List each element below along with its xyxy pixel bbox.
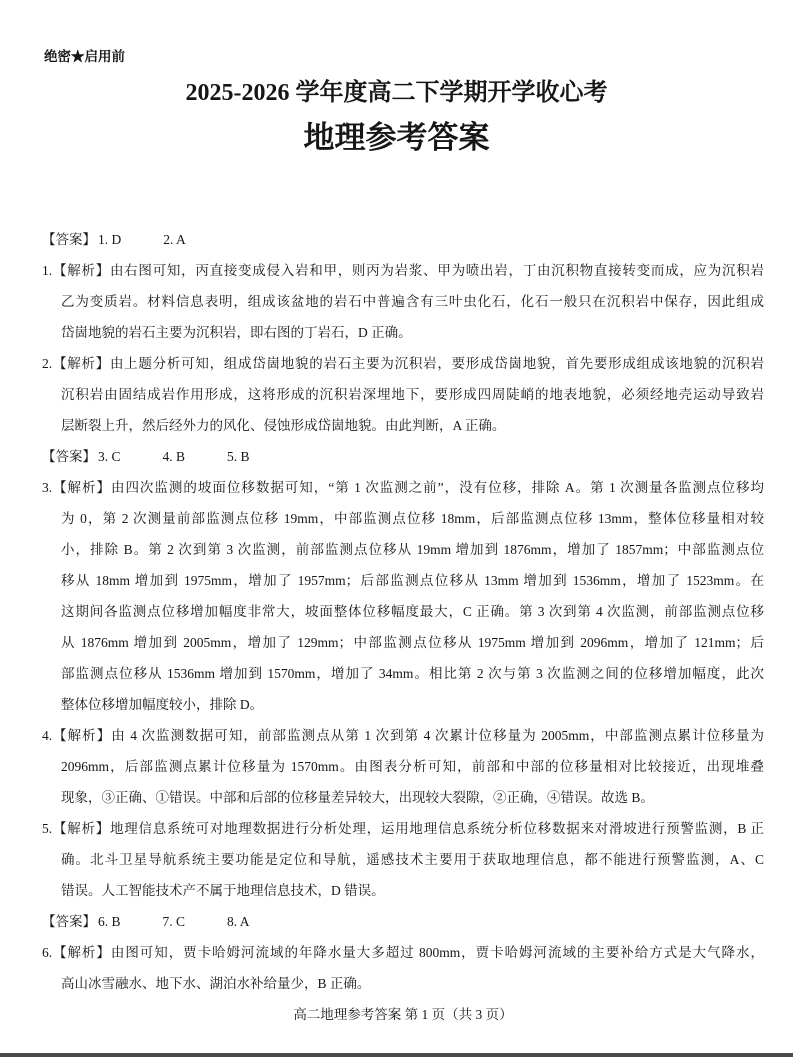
explanation-line: 沉积岩由固结成岩作用形成，这将形成的沉积岩深埋地下，要形成四周陡峭的地表地貌，必须经地壳运动导致岩 — [61, 387, 764, 402]
explanation-line: 小，排除 B。第 2 次到第 3 次监测，前部监测点位移从 19mm 增加到 1876mm，增加了 1857mm；中部监测点位 — [61, 542, 764, 557]
explanation-line: 这期间各监测点位移增加幅度非常大，坡面整体位移幅度最大，C 正确。第 3 次到第 4 次监测，前部监测点位移 — [61, 604, 764, 619]
answer-key-item: 6. B — [98, 914, 121, 929]
answer-key-row — [42, 906, 764, 937]
explanation-paragraph — [42, 720, 764, 813]
answer-key-row — [42, 224, 764, 255]
answer-key-item: 1. D — [98, 232, 122, 247]
explanation-paragraph — [42, 472, 764, 720]
explanation-line: 确。北斗卫星导航系统主要功能是定位和导航，遥感技术主要用于获取地理信息，都不能进行预警监测，A、C — [61, 852, 764, 867]
exam-title: 2025-2026 学年度高二下学期开学收心考 — [185, 80, 608, 106]
answer-key-label: 【答案】 — [42, 449, 96, 464]
answer-key-item: 5. B — [227, 449, 250, 464]
answer-key-item: 4. B — [162, 449, 186, 464]
explanation-line: 移从 18mm 增加到 1975mm，增加了 1957mm；后部监测点位移从 13mm 增加到 1536mm，增加了 1523mm。在 — [61, 573, 764, 588]
question-number: 4. — [42, 728, 53, 743]
explanation-line: 现象，③正确、①错误。中部和后部的位移量差异较大，出现较大裂隙，②正确，④错误。故选 B。 — [61, 790, 654, 805]
explanation-line: 错误。人工智能技术产不属于地理信息技术，D 错误。 — [61, 883, 385, 898]
answer-key-label: 【答案】 — [42, 232, 96, 247]
explanation-line: 【解析】由四次监测的坡面位移数据可知，“第 1 次监测之前”，没有位移，排除 A。第 1 次测量各监测点位移均 — [53, 480, 764, 495]
explanation-line: 【解析】由图可知，贾卡哈姆河流域的年降水量大多超过 800mm，贾卡哈姆河流域的主要补给方式是大气降水， — [53, 945, 764, 960]
explanation-line: 岱崮地貌的岩石主要为沉积岩，即右图的丁岩石，D 正确。 — [61, 325, 412, 340]
answer-key-item: 8. A — [227, 914, 250, 929]
explanation-line: 部监测点位移从 1536mm 增加到 1570mm，增加了 34mm。相比第 2 次与第 3 次监测之间的位移增加幅度，此次 — [61, 666, 764, 681]
answer-key-label: 【答案】 — [42, 914, 96, 929]
explanation-line: 从 1876mm 增加到 2005mm，增加了 129mm；中部监测点位移从 1975mm 增加到 2096mm，增加了 121mm；后 — [61, 635, 764, 650]
explanation-paragraph — [42, 348, 764, 441]
explanation-paragraph — [42, 937, 764, 999]
explanation-line: 整体位移增加幅度较小，排除 D。 — [61, 697, 264, 712]
question-number: 1. — [42, 263, 53, 278]
answer-key-item: 2. A — [163, 232, 186, 247]
explanation-line: 乙为变质岩。材料信息表明，组成该盆地的岩石中普遍含有三叶虫化石，化石一般只在沉积岩中保存，因此组成 — [61, 294, 764, 309]
security-notice: 绝密★启用前 — [44, 49, 125, 64]
question-number: 5. — [42, 821, 53, 836]
question-number: 2. — [42, 356, 53, 371]
explanation-line: 【解析】由 4 次监测数据可知，前部监测点从第 1 次到第 4 次累计位移量为 2005mm，中部监测点累计位移量为 — [53, 728, 764, 743]
explanation-line: 为 0，第 2 次测量前部监测点位移 19mm，中部监测点位移 18mm，后部监测点位移 13mm，整体位移量相对较 — [61, 511, 764, 526]
explanation-paragraph — [42, 255, 764, 348]
answer-blocks — [42, 224, 764, 999]
scan-edge-bar — [0, 1053, 793, 1057]
answer-key-item: 3. C — [98, 449, 121, 464]
explanation-paragraph — [42, 813, 764, 906]
page-footer: 高二地理参考答案 第 1 页（共 3 页） — [293, 1007, 513, 1022]
answer-key-item: 7. C — [162, 914, 186, 929]
explanation-line: 高山冰雪融水、地下水、湖泊水补给量少，B 正确。 — [61, 976, 371, 991]
explanation-line: 【解析】地理信息系统可对地理数据进行分析处理，运用地理信息系统分析位移数据来对滑坡进行预警监测，B 正 — [53, 821, 764, 836]
explanation-line: 【解析】由右图可知，丙直接变成侵入岩和甲，则丙为岩浆、甲为喷出岩，丁由沉积物直接转变而成，应为沉积岩 — [53, 263, 764, 278]
answer-key-row — [42, 441, 764, 472]
question-number: 6. — [42, 945, 53, 960]
explanation-line: 【解析】由上题分析可知，组成岱崮地貌的岩石主要为沉积岩，要形成岱崮地貌，首先要形成组成该地貌的沉积岩 — [53, 356, 764, 371]
question-number: 3. — [42, 480, 53, 495]
explanation-line: 层断裂上升，然后经外力的风化、侵蚀形成岱崮地貌。由此判断，A 正确。 — [61, 418, 506, 433]
answer-content — [42, 224, 764, 1030]
subject-title: 地理参考答案 — [303, 120, 490, 155]
explanation-line: 2096mm，后部监测点累计位移量为 1570mm。由图表分析可知，前部和中部的位移量相对比较接近，出现堆叠 — [61, 759, 764, 774]
